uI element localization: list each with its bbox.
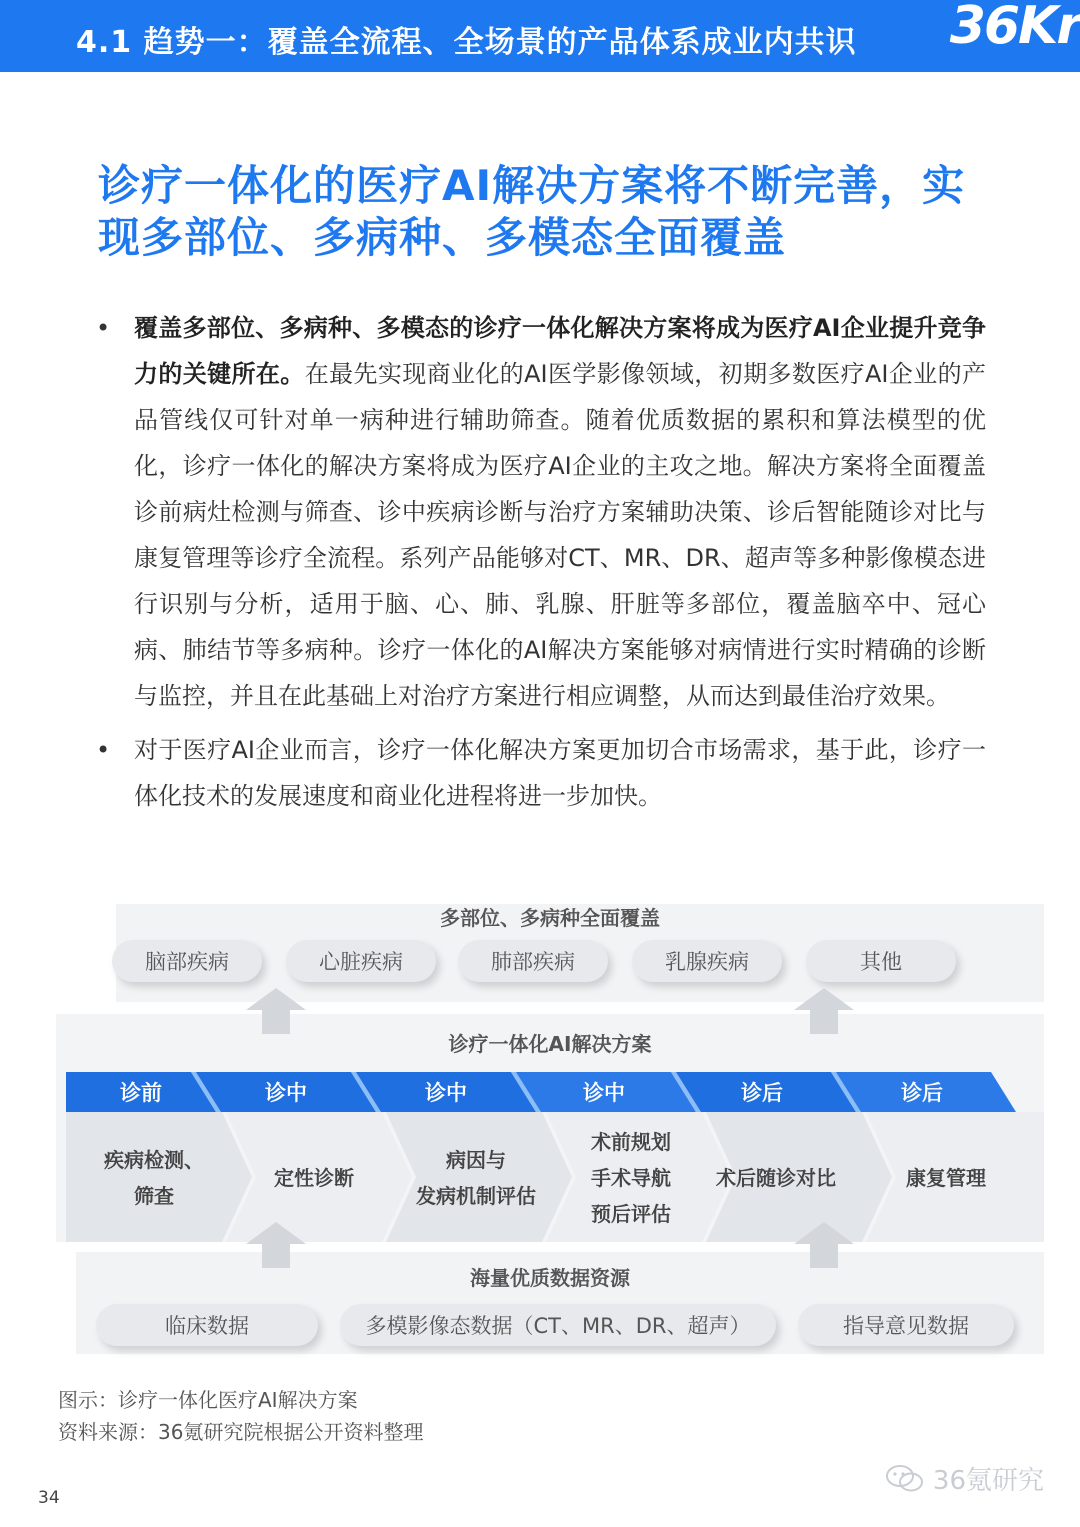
figure-title: 图示：诊疗一体化医疗AI解决方案 [58, 1388, 358, 1412]
coverage-item: 心脏疾病 [286, 940, 436, 982]
stage-description: 术前规划 手术导航 预后评估 [591, 1130, 671, 1226]
coverage-heading: 多部位、多病种全面覆盖 [440, 906, 660, 930]
coverage-item: 乳腺疾病 [632, 940, 782, 982]
bullet-marker: • [96, 736, 111, 764]
solution-diagram [56, 892, 1044, 1354]
bullet-item [94, 727, 994, 819]
bullet-marker: • [96, 314, 111, 342]
brand-logo: 36Kr [949, 0, 1080, 56]
bullet-text: 对于医疗AI企业而言，诊疗一体化解决方案更加切合市场需求，基于此，诊疗一体化技术的发展速度和商业化进程将进一步加快。 [134, 736, 986, 810]
figure-caption [58, 1384, 423, 1448]
stage-description: 术后随诊对比 [716, 1166, 836, 1190]
data-item: 临床数据 [96, 1304, 318, 1346]
bullet-text: 在最先实现商业化的AI医学影像领域，初期多数医疗AI企业的产品管线仅可针对单一病种进行辅助筛查。随着优质数据的累积和算法模型的优化，诊疗一体化的解决方案将成为医疗AI企业的主攻之地。解决方案将全面覆盖诊前病灶检测与筛查、诊中疾病诊断与治疗方案辅助决策、诊后智能随诊对比与康复管理等诊疗全流程。系列产品能够对CT、MR、DR、超声等多种影像模态进行识别与分析，适用于脑、心、肺、乳腺、肝脏等多部位，覆盖脑卒中、冠心病、肺结节等多病种。诊疗一体化的AI解决方案能够对病情进行实时精确的诊断与监控，并且在此基础上对治疗方案进行相应调整，从而达到最佳治疗效果。 [134, 360, 987, 710]
stage-description: 病因与 发病机制评估 [416, 1148, 536, 1208]
stage-label: 诊后 [901, 1081, 943, 1105]
data-heading: 海量优质数据资源 [470, 1266, 630, 1290]
page-number: 34 [38, 1488, 60, 1508]
figure-source: 资料来源：36氪研究院根据公开资料整理 [58, 1420, 424, 1444]
header-bar [0, 0, 1080, 72]
bullet-paragraph [134, 305, 986, 719]
data-item: 多模影像态数据（CT、MR、DR、超声） [340, 1304, 776, 1346]
wechat-icon [885, 1463, 925, 1495]
solution-heading: 诊疗一体化AI解决方案 [448, 1032, 652, 1056]
stage-label: 诊前 [120, 1081, 162, 1105]
section-title: 4.1 趋势一：覆盖全流程、全场景的产品体系成业内共识 [76, 25, 857, 60]
coverage-item: 脑部疾病 [112, 940, 262, 982]
stage-label: 诊中 [265, 1081, 307, 1105]
stage-description: 康复管理 [906, 1166, 986, 1190]
bullet-lead: 覆盖多部位、多病种、多模态的诊疗一体化解决方案将成为医疗AI企业提升竞争力的关键所在。 [134, 314, 986, 388]
watermark-text: 36氪研究 [932, 1466, 1044, 1496]
stage-label: 诊中 [425, 1081, 467, 1105]
bullet-item [94, 305, 994, 719]
stage-description: 疾病检测、 筛查 [104, 1148, 204, 1208]
stage-description: 定性诊断 [274, 1166, 354, 1190]
bullet-paragraph [134, 727, 986, 819]
page-headline: 诊疗一体化的医疗AI解决方案将不断完善，实现多部位、多病种、多模态全面覆盖 [98, 161, 966, 262]
stage-label: 诊中 [583, 1081, 625, 1105]
bullet-list [94, 305, 994, 827]
coverage-item: 其他 [806, 940, 956, 982]
coverage-item: 肺部疾病 [458, 940, 608, 982]
watermark [885, 1460, 1044, 1497]
data-item: 指导意见数据 [798, 1304, 1014, 1346]
stage-label: 诊后 [741, 1081, 783, 1105]
